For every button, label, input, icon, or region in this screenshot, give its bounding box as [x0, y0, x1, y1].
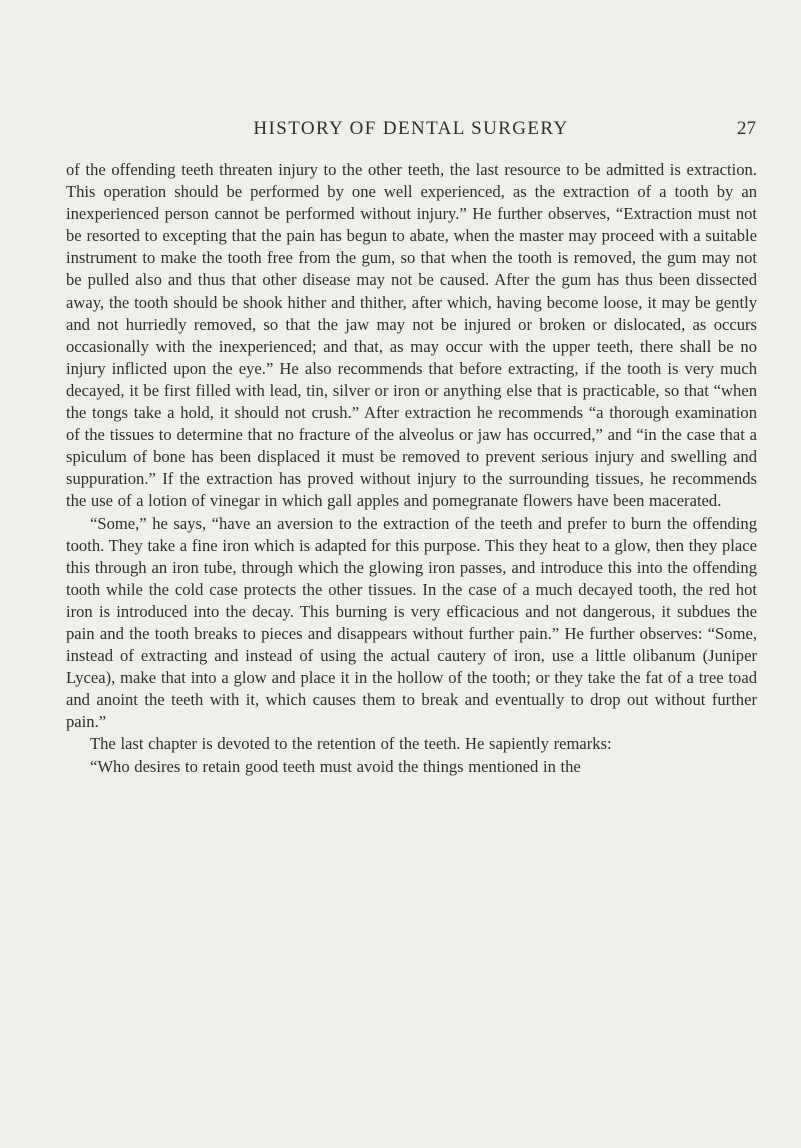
running-title: HISTORY OF DENTAL SURGERY: [253, 118, 569, 139]
page-number: 27: [737, 118, 756, 139]
paragraph-cautery: “Some,” he says, “have an aversion to the extraction of the teeth and prefer to burn the offending tooth. They take a fine iron which is adapted for this purpose. This they heat to a glow, then they place this through an iron tube, through which the glowing iron passes, and introduce this into the offending tooth while the cold case protects the other tissues. In the case of a much decayed tooth, the red hot iron is introduced into the decay. This burning is very efficacious and not dangerous, it subdues the pain and the tooth breaks to pieces and disappears without further pain.” He further observes: “Some, instead of extracting and instead of using the actual cautery of iron, use a little olibanum (Juniper Lycea), make that into a glow and place it in the hollow of the tooth; or they take the fat of a tree toad and anoint the teeth with it, which causes them to break and eventually to drop out without further pain.”: [66, 513, 757, 732]
running-head: [66, 114, 756, 144]
paragraph-extraction: of the offending teeth threaten injury to the other teeth, the last resource to be admitted is extraction. This operation should be performed by one well experienced, as the extraction of a tooth by an inexperienced person cannot be performed without injury.” He further observes, “Extraction must not be resorted to excepting that the pain has begun to abate, when the master may proceed with a suitable instrument to make the tooth free from the gum, so that when the tooth is removed, the gum may not be pulled also and thus that other disease may not be caused. After the gum has thus been dissected away, the tooth should be shook hither and thither, after which, having become loose, it may be gently and not hurriedly removed, so that the jaw may not be injured or broken or dislocated, as occurs occasionally with the inexperienced; and that, as may occur with the upper teeth, there shall be no injury inflicted upon the eye.” He also recommends that before extracting, if the tooth is very much decayed, it be first filled with lead, tin, silver or iron or anything else that is practicable, so that “when the tongs take a hold, it should not crush.” After extraction he recommends “a thorough examination of the tissues to determine that no fracture of the alveolus or jaw has occurred,” and “in the case that a spiculum of bone has been displaced it must be removed to prevent serious injury and swelling and suppuration.” If the extraction has proved without injury to the surrounding tissues, he recommends the use of a lotion of vinegar in which gall apples and pomegranate flowers have been macerated.: [66, 160, 757, 511]
paragraph-last-chapter: The last chapter is devoted to the retention of the teeth. He sapiently remarks:: [90, 734, 612, 754]
paragraph-quote-start: “Who desires to retain good teeth must avoid the things mentioned in the: [90, 756, 581, 776]
body-text: [66, 159, 757, 778]
